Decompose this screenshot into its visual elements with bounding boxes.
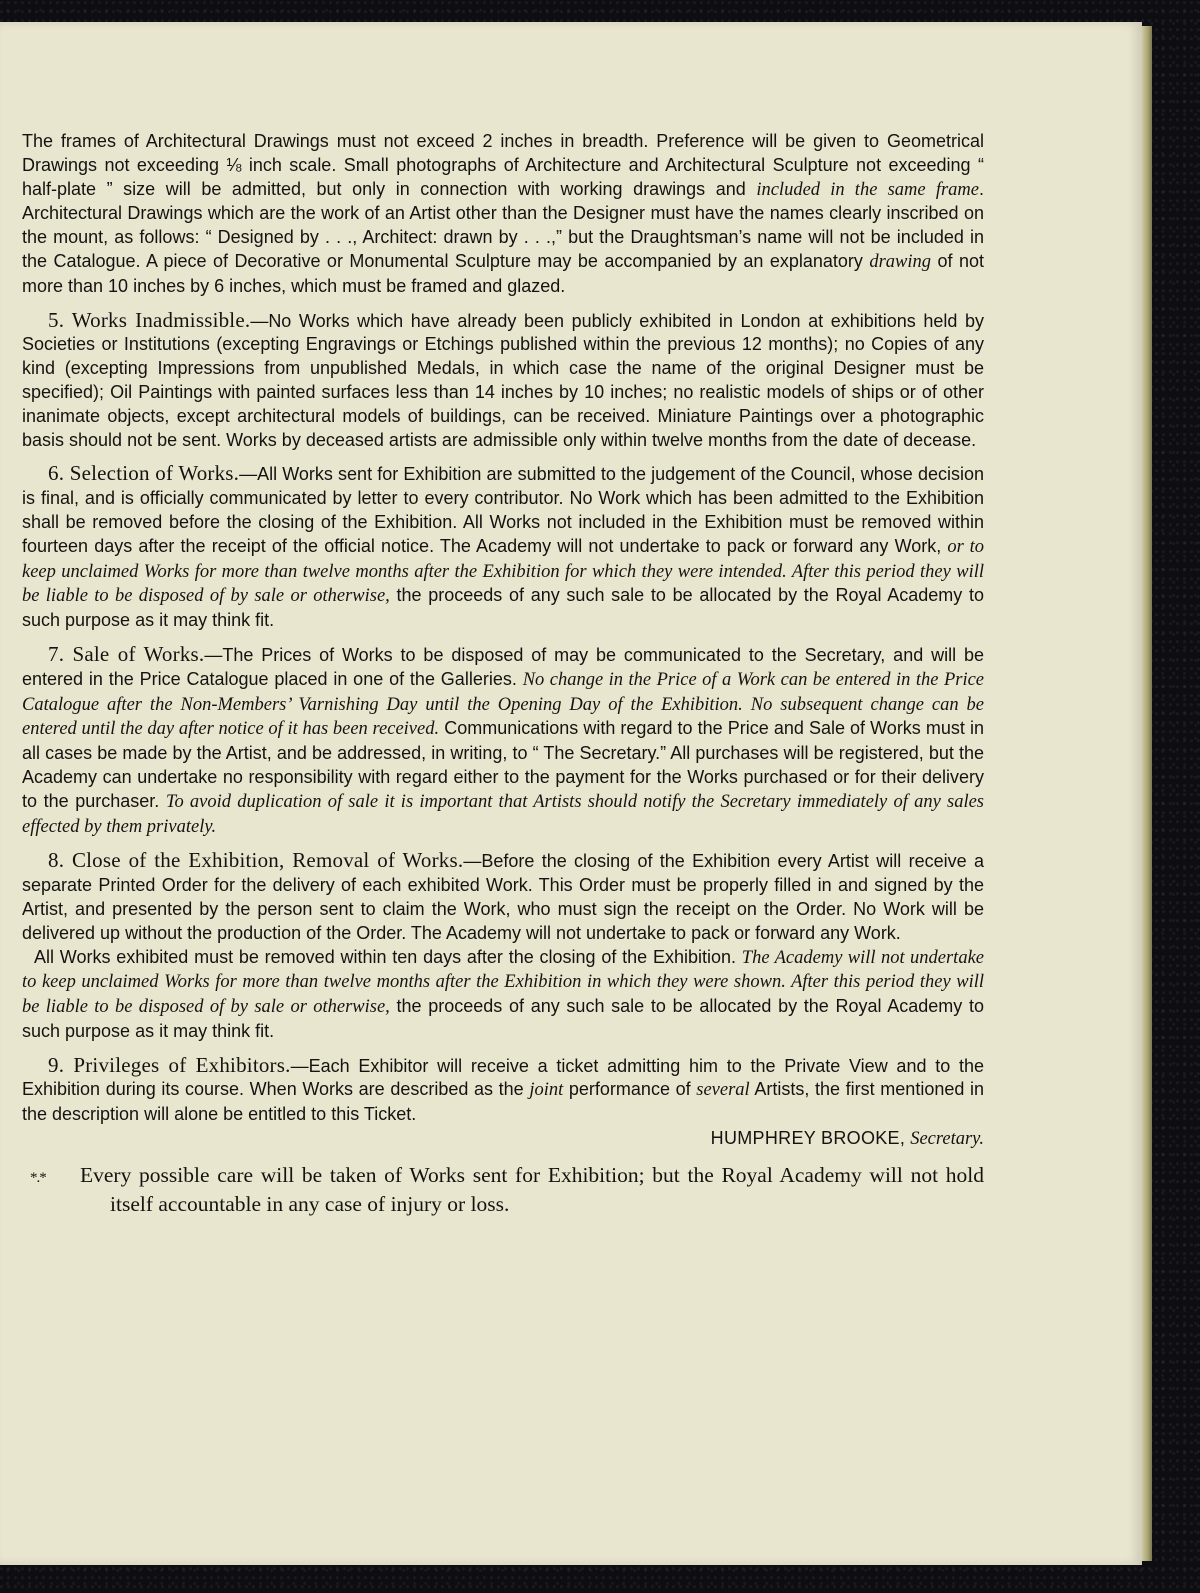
section-8-para-2: All Works exhibited must be removed within ten days after the closing of the Exhibition. (34, 946, 742, 967)
signature-name: HUMPHREY BROOKE, (710, 1128, 906, 1149)
section-8-heading: 8. Close of the Exhibition, Removal of Works. (48, 848, 464, 873)
section-8-paragraph-2 (22, 946, 984, 1044)
section-8-tail: the proceeds of any such sale to be allocated by the Royal Academy to such purpose as it may think fit. (22, 996, 984, 1041)
section-7-italic-2: To avoid duplication of sale it is important that Artists should notify the Secretary immediately of any sales effected by them privately. (22, 791, 984, 837)
section-5 (22, 309, 984, 453)
section-7-body-2: Communications with regard to the Price and Sale of Works must in all cases be made by the Artist, and be addressed, in writing, to “ The Secretary.” All purchases will be registered, but the Academy can undertake no responsibility with regard either to the payment for the Works purchased or for their delivery to the purchaser. (22, 718, 984, 811)
intro-text-3: of not more than 10 inches by 6 inches, which must be framed and glazed. (22, 250, 984, 296)
section-7 (22, 643, 984, 839)
page-edge (1142, 26, 1152, 1561)
section-9-body: —Each Exhibitor will receive a ticket admitting him to the Private View and to the Exhibition during its course. When Works are described as the (22, 1055, 984, 1100)
footer-note (22, 1162, 984, 1217)
signature-line (22, 1127, 984, 1152)
intro-text-1: The frames of Architectural Drawings must not exceed 2 inches in breadth. Preference will be given to Geometrical Drawings not exceeding ⅛ inch scale. Small photographs of Architecture and Architectural Sculpture not exceeding “ half-plate ” size will be admitted, but only in connection with working drawings and (22, 131, 984, 199)
section-9-several: several (696, 1080, 750, 1101)
footer-note-text: Every possible care will be taken of Works sent for Exhibition; but the Royal Academy will not hold itself accountable in any case of injury or loss. (80, 1162, 984, 1216)
section-8 (22, 849, 984, 945)
section-6-tail: the proceeds of any such sale to be allocated by the Royal Academy to such purpose as it may think fit. (22, 585, 984, 631)
section-6-heading: 6. Selection of Works. (48, 461, 240, 486)
section-7-heading: 7. Sale of Works. (48, 641, 205, 666)
section-7-italic-1: No change in the Price of a Work can be entered in the Price Catalogue after the Non-Members’ Varnishing Day until the Opening Day of the Exhibition. No subsequent change can be entered until the day after notice of it has been received. (22, 669, 985, 740)
section-6-italic: or to keep unclaimed Works for more than twelve months after the Exhibition for which they were intended. After this period they will be liable to be disposed of by sale or otherwise, (22, 536, 985, 607)
signature-title: Secretary. (910, 1129, 984, 1150)
section-9-mid: performance of (563, 1079, 697, 1100)
section-7-body: —The Prices of Works to be disposed of may be communicated to the Secretary, and will be entered in the Price Catalogue placed in one of the Galleries. (22, 644, 984, 689)
section-9-joint: joint (529, 1080, 564, 1101)
asterism-icon: *.* (30, 1169, 46, 1186)
section-8-italic: The Academy will not undertake to keep unclaimed Works for more than twelve months after the Exhibition in which they were shown. After this period they will be liable to be disposed of by sale or otherwise, (22, 947, 984, 1018)
section-9-heading: 9. Privileges of Exhibitors. (48, 1052, 291, 1077)
section-6 (22, 462, 984, 633)
section-5-heading: 5. Works Inadmissible. (48, 307, 251, 332)
intro-text-2: . Architectural Drawings which are the work of an Artist other than the Designer must have the names clearly inscribed on the mount, as follows: “ Designed by . . ., Architect: drawn by . . .,” but the Draughtsman’s name will not be included in the Catalogue. A piece of Decorative or Monumental Sculpture may be accompanied by an explanatory (22, 178, 984, 271)
document-body (22, 130, 984, 1227)
intro-italic-2: drawing (869, 251, 932, 272)
section-8-body: —Before the closing of the Exhibition every Artist will receive a separate Printed Order for the delivery of each exhibited Work. This Order must be properly filled in and signed by the Artist, and presented by the person sent to claim the Work, who must sign the receipt on the Order. No Work will be delivered up without the production of the Order. The Academy will not undertake to pack or forward any Work. (22, 851, 985, 943)
section-6-body: —All Works sent for Exhibition are submitted to the judgement of the Council, whose decision is final, and is officially communicated by letter to every contributor. No Work which has been admitted to the Exhibition shall be removed before the closing of the Exhibition. All Works not included in the Exhibition must be removed within fourteen days after the receipt of the official notice. The Academy will not undertake to pack or forward any Work, (22, 464, 984, 556)
section-9-end: Artists, the first mentioned in the description will alone be entitled to this Ticket. (22, 1079, 985, 1125)
intro-italic-1: included in the same frame (756, 179, 979, 200)
intro-paragraph (22, 130, 984, 299)
section-9 (22, 1054, 984, 1127)
section-5-body: —No Works which have already been publicly exhibited in London at exhibitions held by Societies or Institutions (excepting Engravings or Etchings published within the previous 12 months); no Copies of any kind (excepting Impressions from unpublished Medals, in which case the name of the original Designer must be specified); Oil Paintings with painted surfaces less than 14 inches by 10 inches; no realistic models of ships or of other inanimate objects, except architectural models of buildings, can be received. Miniature Paintings over a photographic basis should not be sent. Works by deceased artists are admissible only within twelve months from the date of decease. (22, 310, 984, 450)
